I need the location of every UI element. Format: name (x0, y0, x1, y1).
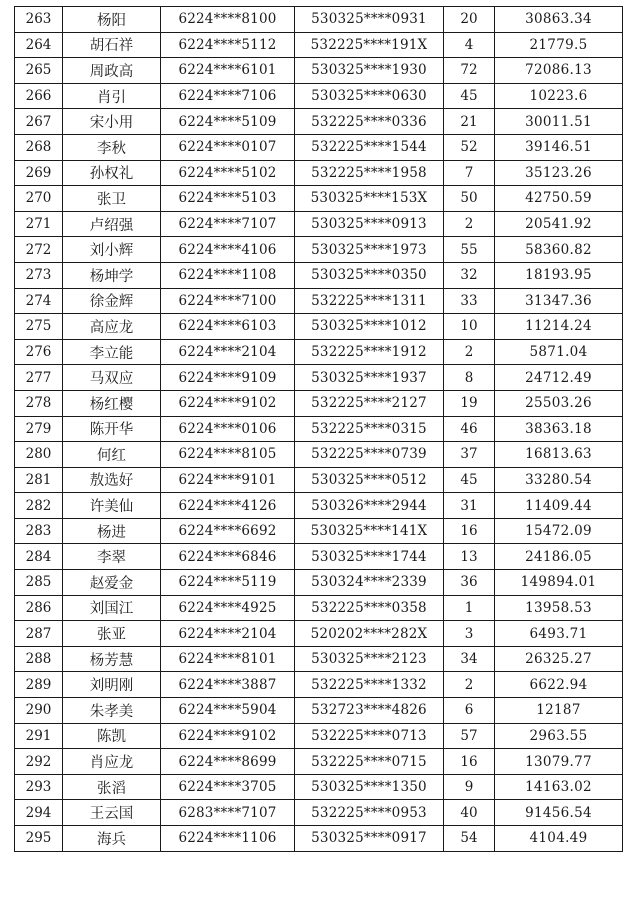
name-cell: 许美仙 (63, 493, 161, 519)
quantity-cell: 10 (444, 314, 495, 340)
table-row (15, 314, 623, 340)
table-row (15, 7, 623, 33)
table-row (15, 288, 623, 314)
card-number-cell: 6224****6103 (161, 314, 295, 340)
id-number-cell: 532225****0336 (295, 109, 444, 135)
id-number-cell: 532225****1912 (295, 339, 444, 365)
row-index-cell: 283 (15, 518, 63, 544)
quantity-cell: 32 (444, 262, 495, 288)
card-number-cell: 6224****9102 (161, 390, 295, 416)
table-row (15, 595, 623, 621)
quantity-cell: 2 (444, 339, 495, 365)
id-number-cell: 530325****2123 (295, 646, 444, 672)
quantity-cell: 7 (444, 160, 495, 186)
quantity-cell: 72 (444, 58, 495, 84)
card-number-cell: 6224****5102 (161, 160, 295, 186)
name-cell: 李立能 (63, 339, 161, 365)
row-index-cell: 263 (15, 7, 63, 33)
table-row (15, 467, 623, 493)
id-number-cell: 530325****0630 (295, 83, 444, 109)
row-index-cell: 294 (15, 800, 63, 826)
amount-cell: 13079.77 (495, 749, 623, 775)
amount-cell: 91456.54 (495, 800, 623, 826)
card-number-cell: 6224****6846 (161, 544, 295, 570)
amount-cell: 11214.24 (495, 314, 623, 340)
amount-cell: 6622.94 (495, 672, 623, 698)
quantity-cell: 2 (444, 672, 495, 698)
id-number-cell: 532723****4826 (295, 698, 444, 724)
row-index-cell: 293 (15, 774, 63, 800)
card-number-cell: 6224****8101 (161, 646, 295, 672)
amount-cell: 72086.13 (495, 58, 623, 84)
id-number-cell: 532225****1544 (295, 134, 444, 160)
card-number-cell: 6224****9109 (161, 365, 295, 391)
card-number-cell: 6224****8105 (161, 442, 295, 468)
ledger-table (14, 6, 623, 852)
card-number-cell: 6224****6101 (161, 58, 295, 84)
id-number-cell: 532225****0739 (295, 442, 444, 468)
row-index-cell: 266 (15, 83, 63, 109)
card-number-cell: 6224****4925 (161, 595, 295, 621)
name-cell: 赵爱金 (63, 570, 161, 596)
id-number-cell: 532225****0315 (295, 416, 444, 442)
table-row (15, 621, 623, 647)
id-number-cell: 530325****1012 (295, 314, 444, 340)
id-number-cell: 530325****1744 (295, 544, 444, 570)
amount-cell: 30011.51 (495, 109, 623, 135)
quantity-cell: 16 (444, 518, 495, 544)
card-number-cell: 6224****8699 (161, 749, 295, 775)
quantity-cell: 40 (444, 800, 495, 826)
name-cell: 张滔 (63, 774, 161, 800)
table-row (15, 186, 623, 212)
row-index-cell: 295 (15, 826, 63, 852)
amount-cell: 6493.71 (495, 621, 623, 647)
name-cell: 周政高 (63, 58, 161, 84)
quantity-cell: 16 (444, 749, 495, 775)
amount-cell: 5871.04 (495, 339, 623, 365)
id-number-cell: 530325****0512 (295, 467, 444, 493)
quantity-cell: 20 (444, 7, 495, 33)
row-index-cell: 287 (15, 621, 63, 647)
row-index-cell: 269 (15, 160, 63, 186)
card-number-cell: 6224****8100 (161, 7, 295, 33)
table-row (15, 749, 623, 775)
row-index-cell: 267 (15, 109, 63, 135)
row-index-cell: 286 (15, 595, 63, 621)
table-row (15, 58, 623, 84)
amount-cell: 24186.05 (495, 544, 623, 570)
card-number-cell: 6224****2104 (161, 339, 295, 365)
name-cell: 朱孝美 (63, 698, 161, 724)
quantity-cell: 31 (444, 493, 495, 519)
amount-cell: 13958.53 (495, 595, 623, 621)
id-number-cell: 532225****2127 (295, 390, 444, 416)
id-number-cell: 530325****1937 (295, 365, 444, 391)
row-index-cell: 285 (15, 570, 63, 596)
quantity-cell: 8 (444, 365, 495, 391)
name-cell: 胡石祥 (63, 32, 161, 58)
table-row (15, 211, 623, 237)
name-cell: 徐金辉 (63, 288, 161, 314)
id-number-cell: 530325****0913 (295, 211, 444, 237)
name-cell: 陈开华 (63, 416, 161, 442)
card-number-cell: 6224****0107 (161, 134, 295, 160)
card-number-cell: 6224****4106 (161, 237, 295, 263)
table-row (15, 262, 623, 288)
name-cell: 杨红樱 (63, 390, 161, 416)
quantity-cell: 45 (444, 467, 495, 493)
card-number-cell: 6224****1108 (161, 262, 295, 288)
quantity-cell: 45 (444, 83, 495, 109)
name-cell: 肖引 (63, 83, 161, 109)
id-number-cell: 530326****2944 (295, 493, 444, 519)
row-index-cell: 272 (15, 237, 63, 263)
card-number-cell: 6224****7100 (161, 288, 295, 314)
name-cell: 高应龙 (63, 314, 161, 340)
table-row (15, 672, 623, 698)
row-index-cell: 274 (15, 288, 63, 314)
amount-cell: 10223.6 (495, 83, 623, 109)
name-cell: 马双应 (63, 365, 161, 391)
id-number-cell: 532225****191X (295, 32, 444, 58)
id-number-cell: 532225****1332 (295, 672, 444, 698)
quantity-cell: 52 (444, 134, 495, 160)
row-index-cell: 268 (15, 134, 63, 160)
name-cell: 杨芳慧 (63, 646, 161, 672)
name-cell: 何红 (63, 442, 161, 468)
card-number-cell: 6224****3887 (161, 672, 295, 698)
row-index-cell: 280 (15, 442, 63, 468)
table-row (15, 493, 623, 519)
table-row (15, 442, 623, 468)
id-number-cell: 530325****1350 (295, 774, 444, 800)
amount-cell: 58360.82 (495, 237, 623, 263)
table-row (15, 134, 623, 160)
row-index-cell: 279 (15, 416, 63, 442)
row-index-cell: 284 (15, 544, 63, 570)
amount-cell: 42750.59 (495, 186, 623, 212)
id-number-cell: 530325****141X (295, 518, 444, 544)
name-cell: 张亚 (63, 621, 161, 647)
row-index-cell: 289 (15, 672, 63, 698)
amount-cell: 20541.92 (495, 211, 623, 237)
amount-cell: 35123.26 (495, 160, 623, 186)
row-index-cell: 276 (15, 339, 63, 365)
amount-cell: 25503.26 (495, 390, 623, 416)
amount-cell: 4104.49 (495, 826, 623, 852)
amount-cell: 12187 (495, 698, 623, 724)
name-cell: 杨阳 (63, 7, 161, 33)
card-number-cell: 6224****3705 (161, 774, 295, 800)
name-cell: 刘小辉 (63, 237, 161, 263)
name-cell: 卢绍强 (63, 211, 161, 237)
id-number-cell: 530325****0917 (295, 826, 444, 852)
row-index-cell: 290 (15, 698, 63, 724)
name-cell: 杨进 (63, 518, 161, 544)
amount-cell: 33280.54 (495, 467, 623, 493)
amount-cell: 39146.51 (495, 134, 623, 160)
quantity-cell: 55 (444, 237, 495, 263)
card-number-cell: 6224****7106 (161, 83, 295, 109)
table-row (15, 800, 623, 826)
table-row (15, 83, 623, 109)
name-cell: 李翠 (63, 544, 161, 570)
id-number-cell: 530324****2339 (295, 570, 444, 596)
card-number-cell: 6224****5904 (161, 698, 295, 724)
card-number-cell: 6224****5109 (161, 109, 295, 135)
name-cell: 刘国江 (63, 595, 161, 621)
amount-cell: 24712.49 (495, 365, 623, 391)
quantity-cell: 34 (444, 646, 495, 672)
table-row (15, 544, 623, 570)
table-row (15, 774, 623, 800)
amount-cell: 18193.95 (495, 262, 623, 288)
amount-cell: 30863.34 (495, 7, 623, 33)
id-number-cell: 530325****1930 (295, 58, 444, 84)
quantity-cell: 57 (444, 723, 495, 749)
card-number-cell: 6224****5103 (161, 186, 295, 212)
table-row (15, 390, 623, 416)
amount-cell: 31347.36 (495, 288, 623, 314)
row-index-cell: 270 (15, 186, 63, 212)
name-cell: 敖选好 (63, 467, 161, 493)
card-number-cell: 6224****9101 (161, 467, 295, 493)
id-number-cell: 532225****1311 (295, 288, 444, 314)
quantity-cell: 1 (444, 595, 495, 621)
name-cell: 海兵 (63, 826, 161, 852)
id-number-cell: 532225****0715 (295, 749, 444, 775)
quantity-cell: 33 (444, 288, 495, 314)
id-number-cell: 530325****1973 (295, 237, 444, 263)
card-number-cell: 6224****6692 (161, 518, 295, 544)
row-index-cell: 281 (15, 467, 63, 493)
id-number-cell: 520202****282X (295, 621, 444, 647)
quantity-cell: 19 (444, 390, 495, 416)
name-cell: 陈凯 (63, 723, 161, 749)
table-row (15, 237, 623, 263)
name-cell: 宋小用 (63, 109, 161, 135)
amount-cell: 26325.27 (495, 646, 623, 672)
quantity-cell: 6 (444, 698, 495, 724)
amount-cell: 15472.09 (495, 518, 623, 544)
row-index-cell: 277 (15, 365, 63, 391)
amount-cell: 38363.18 (495, 416, 623, 442)
table-row (15, 32, 623, 58)
quantity-cell: 50 (444, 186, 495, 212)
quantity-cell: 4 (444, 32, 495, 58)
quantity-cell: 21 (444, 109, 495, 135)
row-index-cell: 264 (15, 32, 63, 58)
quantity-cell: 13 (444, 544, 495, 570)
row-index-cell: 271 (15, 211, 63, 237)
amount-cell: 149894.01 (495, 570, 623, 596)
amount-cell: 14163.02 (495, 774, 623, 800)
card-number-cell: 6224****5119 (161, 570, 295, 596)
id-number-cell: 532225****0953 (295, 800, 444, 826)
card-number-cell: 6224****4126 (161, 493, 295, 519)
quantity-cell: 36 (444, 570, 495, 596)
table-row (15, 416, 623, 442)
name-cell: 肖应龙 (63, 749, 161, 775)
id-number-cell: 532225****0713 (295, 723, 444, 749)
name-cell: 王云国 (63, 800, 161, 826)
table-row (15, 339, 623, 365)
table-row (15, 570, 623, 596)
ledger-body (15, 7, 623, 852)
quantity-cell: 37 (444, 442, 495, 468)
table-row (15, 646, 623, 672)
id-number-cell: 532225****1958 (295, 160, 444, 186)
name-cell: 李秋 (63, 134, 161, 160)
quantity-cell: 2 (444, 211, 495, 237)
amount-cell: 2963.55 (495, 723, 623, 749)
name-cell: 刘明刚 (63, 672, 161, 698)
card-number-cell: 6224****9102 (161, 723, 295, 749)
id-number-cell: 530325****153X (295, 186, 444, 212)
row-index-cell: 292 (15, 749, 63, 775)
card-number-cell: 6224****0106 (161, 416, 295, 442)
quantity-cell: 46 (444, 416, 495, 442)
table-row (15, 826, 623, 852)
name-cell: 杨坤学 (63, 262, 161, 288)
amount-cell: 21779.5 (495, 32, 623, 58)
card-number-cell: 6224****7107 (161, 211, 295, 237)
quantity-cell: 9 (444, 774, 495, 800)
table-row (15, 723, 623, 749)
table-row (15, 518, 623, 544)
row-index-cell: 278 (15, 390, 63, 416)
row-index-cell: 273 (15, 262, 63, 288)
table-row (15, 109, 623, 135)
row-index-cell: 288 (15, 646, 63, 672)
name-cell: 孙权礼 (63, 160, 161, 186)
card-number-cell: 6224****5112 (161, 32, 295, 58)
amount-cell: 11409.44 (495, 493, 623, 519)
row-index-cell: 291 (15, 723, 63, 749)
name-cell: 张卫 (63, 186, 161, 212)
table-row (15, 698, 623, 724)
quantity-cell: 54 (444, 826, 495, 852)
id-number-cell: 532225****0358 (295, 595, 444, 621)
id-number-cell: 530325****0350 (295, 262, 444, 288)
row-index-cell: 282 (15, 493, 63, 519)
amount-cell: 16813.63 (495, 442, 623, 468)
card-number-cell: 6224****1106 (161, 826, 295, 852)
table-row (15, 365, 623, 391)
row-index-cell: 265 (15, 58, 63, 84)
table-row (15, 160, 623, 186)
quantity-cell: 3 (444, 621, 495, 647)
card-number-cell: 6283****7107 (161, 800, 295, 826)
id-number-cell: 530325****0931 (295, 7, 444, 33)
card-number-cell: 6224****2104 (161, 621, 295, 647)
row-index-cell: 275 (15, 314, 63, 340)
